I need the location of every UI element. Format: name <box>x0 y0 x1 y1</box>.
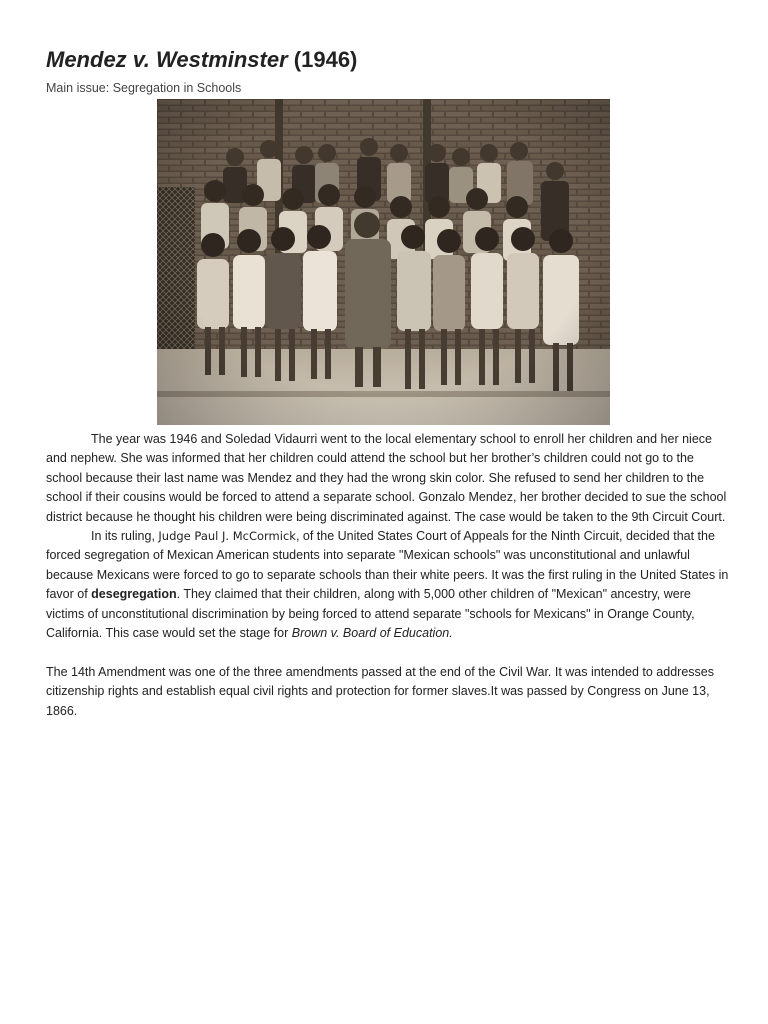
paragraph-spacer <box>46 643 730 662</box>
paragraph-soledad-vidaurri: The year was 1946 and Soledad Vidaurri went to the local elementary school to enroll her children and her niece and nephew. She was informed that her children could attend the school but her brother’s children could not go to the school because their last name was Mendez and they had the wrong skin color. She refused to send her children to the school if their cousins would be forced to attend a separate school. Gonzalo Mendez, her brother decided to sue the school district because he thought his children were being discriminated against. The case would be taken to the 9th Circuit Court. <box>46 432 727 524</box>
ruling-after: . They claimed that their children, along with 5,000 other children of "Mexican" ancestry, were victims of unconstitutional discrimination by being forced to attend separate "schools for Mexicans" in Orange County, California. This case would set the stage for <box>46 587 695 641</box>
ruling-middle: , of the United States Court of Appeals for the Ninth Circuit, decided that the forced segregation of Mexican American students into separate "Mexican schools" was unconstitutional and unlawful because Mexicans were forced to go to separate schools than their white peers. It was the first ruling in the United States in favor of <box>46 529 729 602</box>
class-photo-image <box>157 99 610 425</box>
case-name: Mendez v. Westminster <box>46 47 288 72</box>
ruling-lead: In its ruling, <box>91 529 159 544</box>
main-issue-subtitle: Main issue: Segregation in Schools <box>46 81 242 95</box>
paragraph-14th-amendment: The 14th Amendment was one of the three amendments passed at the end of the Civil War. It was intended to addresses citizenship rights and establish equal civil rights and protection for former slaves.It was passed by Congress on June 13, 1866. <box>46 664 714 718</box>
paragraph-court-ruling <box>46 527 730 643</box>
brown-v-board-reference: Brown v. Board of Education. <box>291 626 453 641</box>
judge-name: Judge Paul J. McCormick <box>158 529 296 544</box>
article-body <box>46 430 730 721</box>
page-title <box>46 44 357 76</box>
desegregation-term: desegregation <box>91 587 177 602</box>
case-year: (1946) <box>287 47 358 72</box>
